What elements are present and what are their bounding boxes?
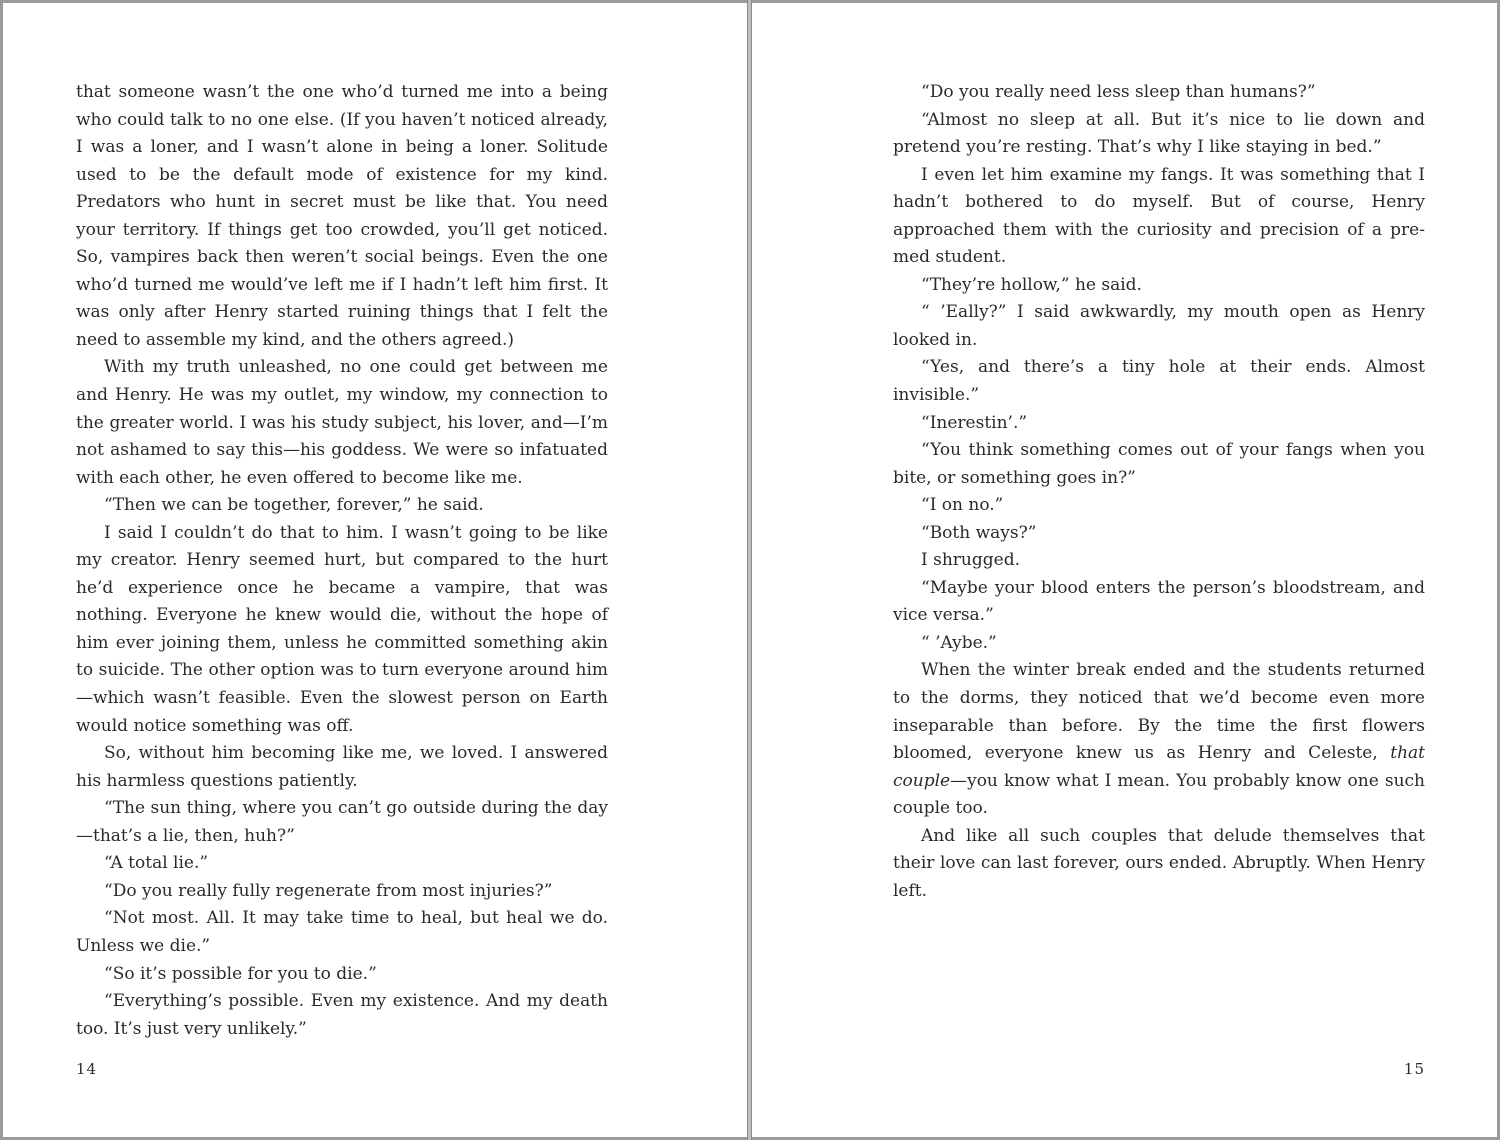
paragraph: “Then we can be together, forever,” he said. <box>104 495 484 516</box>
paragraph: “Everything’s possible. Even my existence. And my death too. It’s just very unlikely.” <box>76 991 608 1039</box>
paragraph: that someone wasn’t the one who’d turned me into a being who could talk to no one else. (If you haven’t noticed already, I was a loner, and I wasn’t alone in being a loner. Solitude used to be the default mode of existence for my kind. Predators who hunt in secret must be like that. You need your territory. If things get too crowded, you’ll get noticed. So, vampires back then weren’t social beings. Even the one who’d turned me would’ve left me if I hadn’t left him first. It was only after Henry started ruining things that I felt the need to assemble my kind, and the others agreed.) <box>76 82 608 350</box>
paragraph: “Almost no sleep at all. But it’s nice to lie down and pretend you’re resting. That’s why I like staying in bed.” <box>893 109 1425 158</box>
paragraph: “Do you really need less sleep than humans?” <box>921 82 1316 102</box>
right-page <box>752 3 1497 1137</box>
paragraph: I said I couldn’t do that to him. I wasn’t going to be like my creator. Henry seemed hurt, but compared to the hurt he’d experience once he became a vampire, that was nothing. Everyone he knew would die, without the hope of him ever joining them, unless he committed something akin to suicide. The other option was to turn everyone around him—which wasn’t feasible. Even the slowest person on Earth would notice something was off. <box>76 522 608 736</box>
paragraph: “Yes, and there’s a tiny hole at their ends. Almost invisible.” <box>893 357 1425 406</box>
paragraph: With my truth unleashed, no one could get between me and Henry. He was my outlet, my window, my connection to the greater world. I was his study subject, his lover, and—I’m not ashamed to say this—his goddess. We were so infatuated with each other, he even offered to become like me. <box>76 357 608 488</box>
page-number: 15 <box>1403 1060 1425 1078</box>
paragraph: “You think something comes out of your fangs when you bite, or something goes in?” <box>893 440 1425 488</box>
paragraph: So, without him becoming like me, we loved. I answered his harmless questions patiently. <box>76 743 608 791</box>
paragraph-text: —you know what I mean. You probably know one such couple too. <box>893 770 1425 819</box>
left-page <box>3 3 747 1137</box>
left-page-text <box>76 79 608 1043</box>
right-page-text <box>893 79 1425 905</box>
paragraph: And like all such couples that delude themselves that their love can last forever, ours ended. Abruptly. When Henry left. <box>893 825 1425 901</box>
page-number: 14 <box>76 1060 98 1078</box>
paragraph: “ ’Eally?” I said awkwardly, my mouth open as Henry looked in. <box>893 302 1425 350</box>
paragraph <box>893 657 1425 822</box>
paragraph: “They’re hollow,” he said. <box>921 274 1142 295</box>
paragraph: “Not most. All. It may take time to heal, but heal we do. Unless we die.” <box>76 908 608 956</box>
paragraph: “Maybe your blood enters the person’s bloodstream, and vice versa.” <box>893 577 1425 626</box>
paragraph: “Both ways?” <box>921 522 1037 543</box>
paragraph: “I on no.” <box>921 495 1004 516</box>
paragraph-text: When the winter break ended and the students returned to the dorms, they noticed that we’d become even more inseparable than before. By the time the first flowers bloomed, everyone knew us as Henry and Celeste, <box>893 660 1425 764</box>
paragraph: “The sun thing, where you can’t go outside during the day —that’s a lie, then, huh?” <box>76 798 608 846</box>
paragraph: “Do you really fully regenerate from most injuries?” <box>104 880 553 901</box>
paragraph: “Inerestin’.” <box>921 412 1028 433</box>
paragraph: I even let him examine my fangs. It was something that I hadn’t bothered to do myself. But of course, Henry approached them with the curiosity and precision of a pre-med student. <box>893 164 1425 268</box>
italic-phrase: that couple <box>893 743 1425 791</box>
paragraph: I shrugged. <box>921 550 1020 571</box>
paragraph: “A total lie.” <box>104 853 209 874</box>
paragraph: “ ’Aybe.” <box>921 632 997 653</box>
paragraph: “So it’s possible for you to die.” <box>104 963 377 984</box>
